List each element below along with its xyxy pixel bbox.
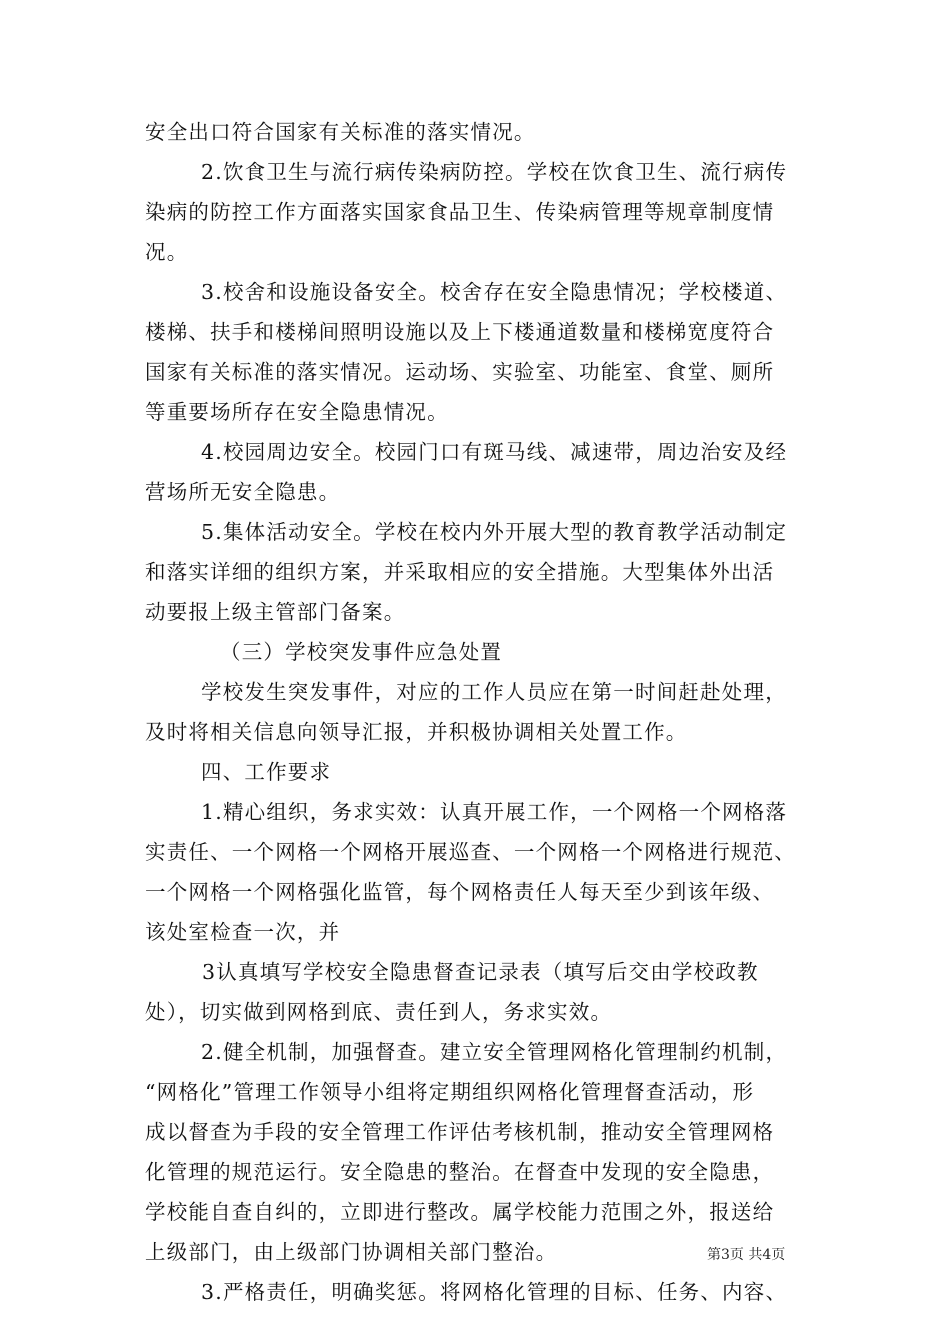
text-line: 安全出口符合国家有关标准的落实情况。 xyxy=(145,120,536,144)
text-line: 学校能自查自纠的，立即进行整改。属学校能力范围之外，报送给 xyxy=(145,1200,775,1224)
text-line: 成以督查为手段的安全管理工作评估考核机制，推动安全管理网格 xyxy=(145,1120,775,1144)
text-line: 2.健全机制，加强督查。建立安全管理网格化管理制约机制， xyxy=(201,1040,788,1064)
text-line: 上级部门，由上级部门协调相关部门整治。 xyxy=(145,1240,558,1264)
text-line: 等重要场所存在安全隐患情况。 xyxy=(145,400,449,424)
text-line: 染病的防控工作方面落实国家食品卫生、传染病管理等规章制度情 xyxy=(145,200,775,224)
text-line: 国家有关标准的落实情况。运动场、实验室、功能室、食堂、厕所 xyxy=(145,360,775,384)
text-line: 一个网格一个网格强化监管，每个网格责任人每天至少到该年级、 xyxy=(145,880,775,904)
text-line: 楼梯、扶手和楼梯间照明设施以及上下楼通道数量和楼梯宽度符合 xyxy=(145,320,775,344)
text-line: 3认真填写学校安全隐患督查记录表（填写后交由学校政教 xyxy=(202,960,759,984)
text-line: 学校发生突发事件，对应的工作人员应在第一时间赶赴处理， xyxy=(201,680,787,704)
text-line: 3.严格责任，明确奖惩。将网格化管理的目标、任务、内容、 xyxy=(201,1280,788,1304)
text-line: 营场所无安全隐患。 xyxy=(145,480,341,504)
page-number: 第3页 共4页 xyxy=(707,1247,786,1263)
text-line: 况。 xyxy=(145,240,189,264)
section-heading: 四、工作要求 xyxy=(201,760,332,784)
text-line: 2.饮食卫生与流行病传染病防控。学校在饮食卫生、流行病传 xyxy=(201,160,788,184)
text-line: 3.校舍和设施设备安全。校舍存在安全隐患情况；学校楼道、 xyxy=(201,280,788,304)
text-line: 该处室检查一次，并 xyxy=(145,920,341,944)
text-line: 化管理的规范运行。安全隐患的整治。在督查中发现的安全隐患， xyxy=(145,1160,775,1184)
text-line: 实责任、一个网格一个网格开展巡查、一个网格一个网格进行规范、 xyxy=(145,840,796,864)
text-line: 5.集体活动安全。学校在校内外开展大型的教育教学活动制定 xyxy=(201,520,788,544)
text-line: 处），切实做到网格到底、责任到人，务求实效。 xyxy=(145,1000,613,1024)
section-heading: （三）学校突发事件应急处置 xyxy=(220,640,503,664)
text-line: “网格化”管理工作领导小组将定期组织网格化管理督查活动，形 xyxy=(145,1080,755,1104)
text-line: 和落实详细的组织方案，并采取相应的安全措施。大型集体外出活 xyxy=(145,560,775,584)
text-line: 4.校园周边安全。校园门口有斑马线、减速带，周边治安及经 xyxy=(201,440,788,464)
document-body xyxy=(145,112,815,1312)
text-line: 动要报上级主管部门备案。 xyxy=(145,600,406,624)
text-line: 1.精心组织，务求实效：认真开展工作，一个网格一个网格落 xyxy=(201,800,788,824)
text-line: 及时将相关信息向领导汇报，并积极协调相关处置工作。 xyxy=(145,720,688,744)
